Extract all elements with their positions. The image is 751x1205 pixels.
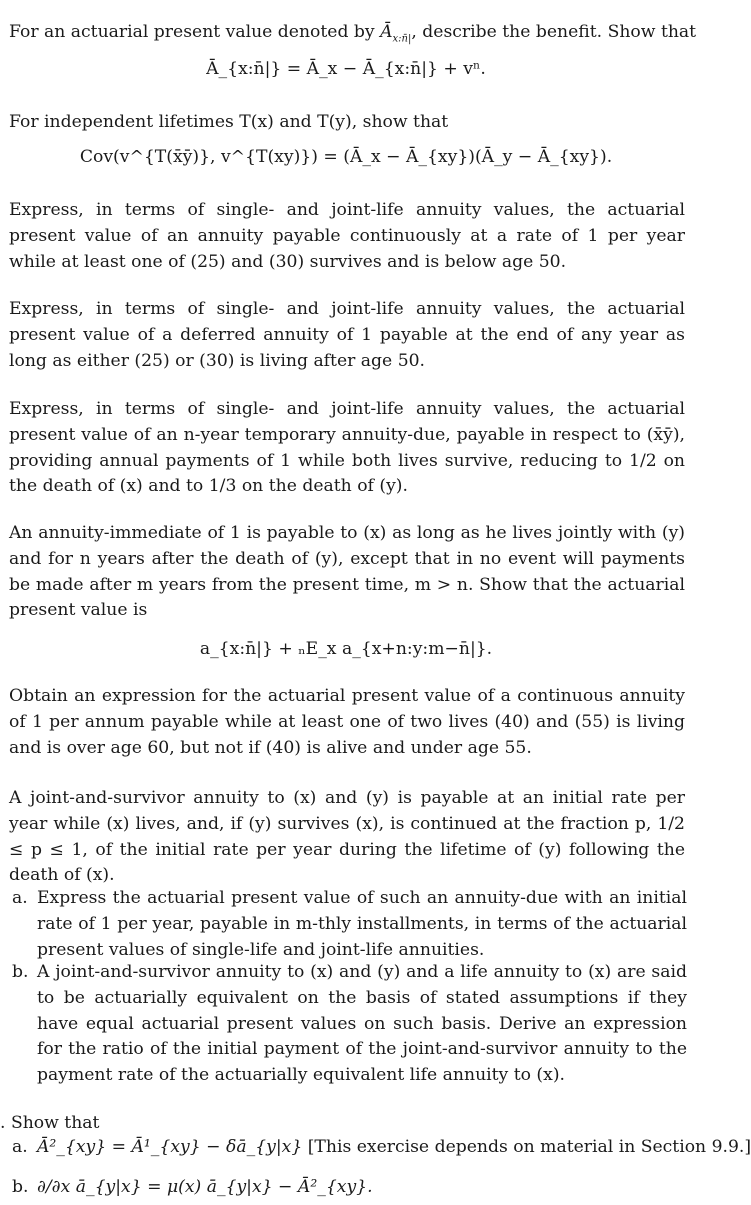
part-a-text: Express the actuarial present value of such an annuity-due with an initial rate of 1 per year, payable in m-thly installments, in terms of the actuarial present values of single-life and joint-life annuities.	[37, 888, 687, 960]
part-b-text: A joint-and-survivor annuity to (x) and (y) and a life annuity to (x) are said to be actuarially equivalent on the basis of stated assumptions if they have equal actuarial present values on such basis. Derive an expression for the ratio of the initial payment of the joint-and-survivor annuity to the payment rate of the actuarially equivalent life annuity to (x).	[37, 962, 687, 1086]
exercise-2-formula: Cov(v^{T(x̄ȳ)}, v^{T(xy)}) = (Ā_x − Ā_{xy})(Ā_y − Ā_{xy}).	[79, 147, 613, 167]
exercise-6-text: An annuity-immediate of 1 is payable to (x) as long as he lives jointly with (y) and for n years after the death of (y), except that in no event will payments be made after m years from the present time, m > n. Show that the actuarial present value is	[9, 523, 685, 621]
exercise-2-text: For independent lifetimes T(x) and T(y), show that	[9, 112, 449, 132]
part-b-formula: ∂/∂x ā_{y|x} = μ(x) ā_{y|x} − Ā²_{xy}.	[37, 1177, 373, 1197]
exercise-8-text: A joint-and-survivor annuity to (x) and (y) is payable at an initial rate per year while (x) lives, and, if (y) survives (x), is continued at the fraction p, 1/2 ≤ p ≤ 1, of the initial rate per year during the lifetime of (y) following the death of (x).	[9, 788, 685, 886]
exercise-1-text: For an actuarial present value denoted by $Ā_{x:n̄|}$, describe the benefit. Show that	[9, 22, 697, 45]
part-a-note: [This exercise depends on material in Section 9.9.]	[307, 1137, 751, 1157]
exercise-6-formula: a_{x:n̄|} + ₙE_x a_{x+n:y:m−n̄|}.	[199, 639, 493, 659]
exercise-9-text: Show that	[10, 1113, 100, 1133]
exercise-5-text: Express, in terms of single- and joint-life annuity values, the actuarial present value of an n-year temporary annuity-due, payable in respect to (x̄ȳ), providing annual payments of 1 while both lives survive, reducing to 1/2 on the death of (x) and to 1/3 on the death of (y).	[9, 399, 685, 497]
exercise-3-text: Express, in terms of single- and joint-life annuity values, the actuarial present value of an annuity payable continuously at a rate of 1 per year while at least one of (25) and (30) survives and is below age 50.	[9, 200, 685, 272]
part-b-label: b.	[12, 1177, 29, 1197]
exercise-7-text: Obtain an expression for the actuarial present value of a continuous annuity of 1 per annum payable while at least one of two lives (40) and (55) is living and is over age 60, but not if (40) is alive and under age 55.	[9, 686, 685, 758]
part-a-label: a.	[12, 888, 28, 908]
exercise-9-header	[0, 1111, 99, 1137]
part-b-label: b.	[12, 962, 29, 982]
exercise-1-formula: Ā_{x:n̄|} = Ā_x − Ā_{x:n̄|} + vⁿ.	[206, 59, 486, 79]
part-a-label: a.	[12, 1137, 28, 1157]
part-a-formula: Ā²_{xy} = Ā¹_{xy} − δā_{y|x}	[37, 1137, 303, 1157]
exercise-4-text: Express, in terms of single- and joint-life annuity values, the actuarial present value of a deferred annuity of 1 payable at the end of any year as long as either (25) or (30) is living after age 50.	[9, 299, 685, 371]
exercise-9-number: .	[0, 1113, 6, 1133]
